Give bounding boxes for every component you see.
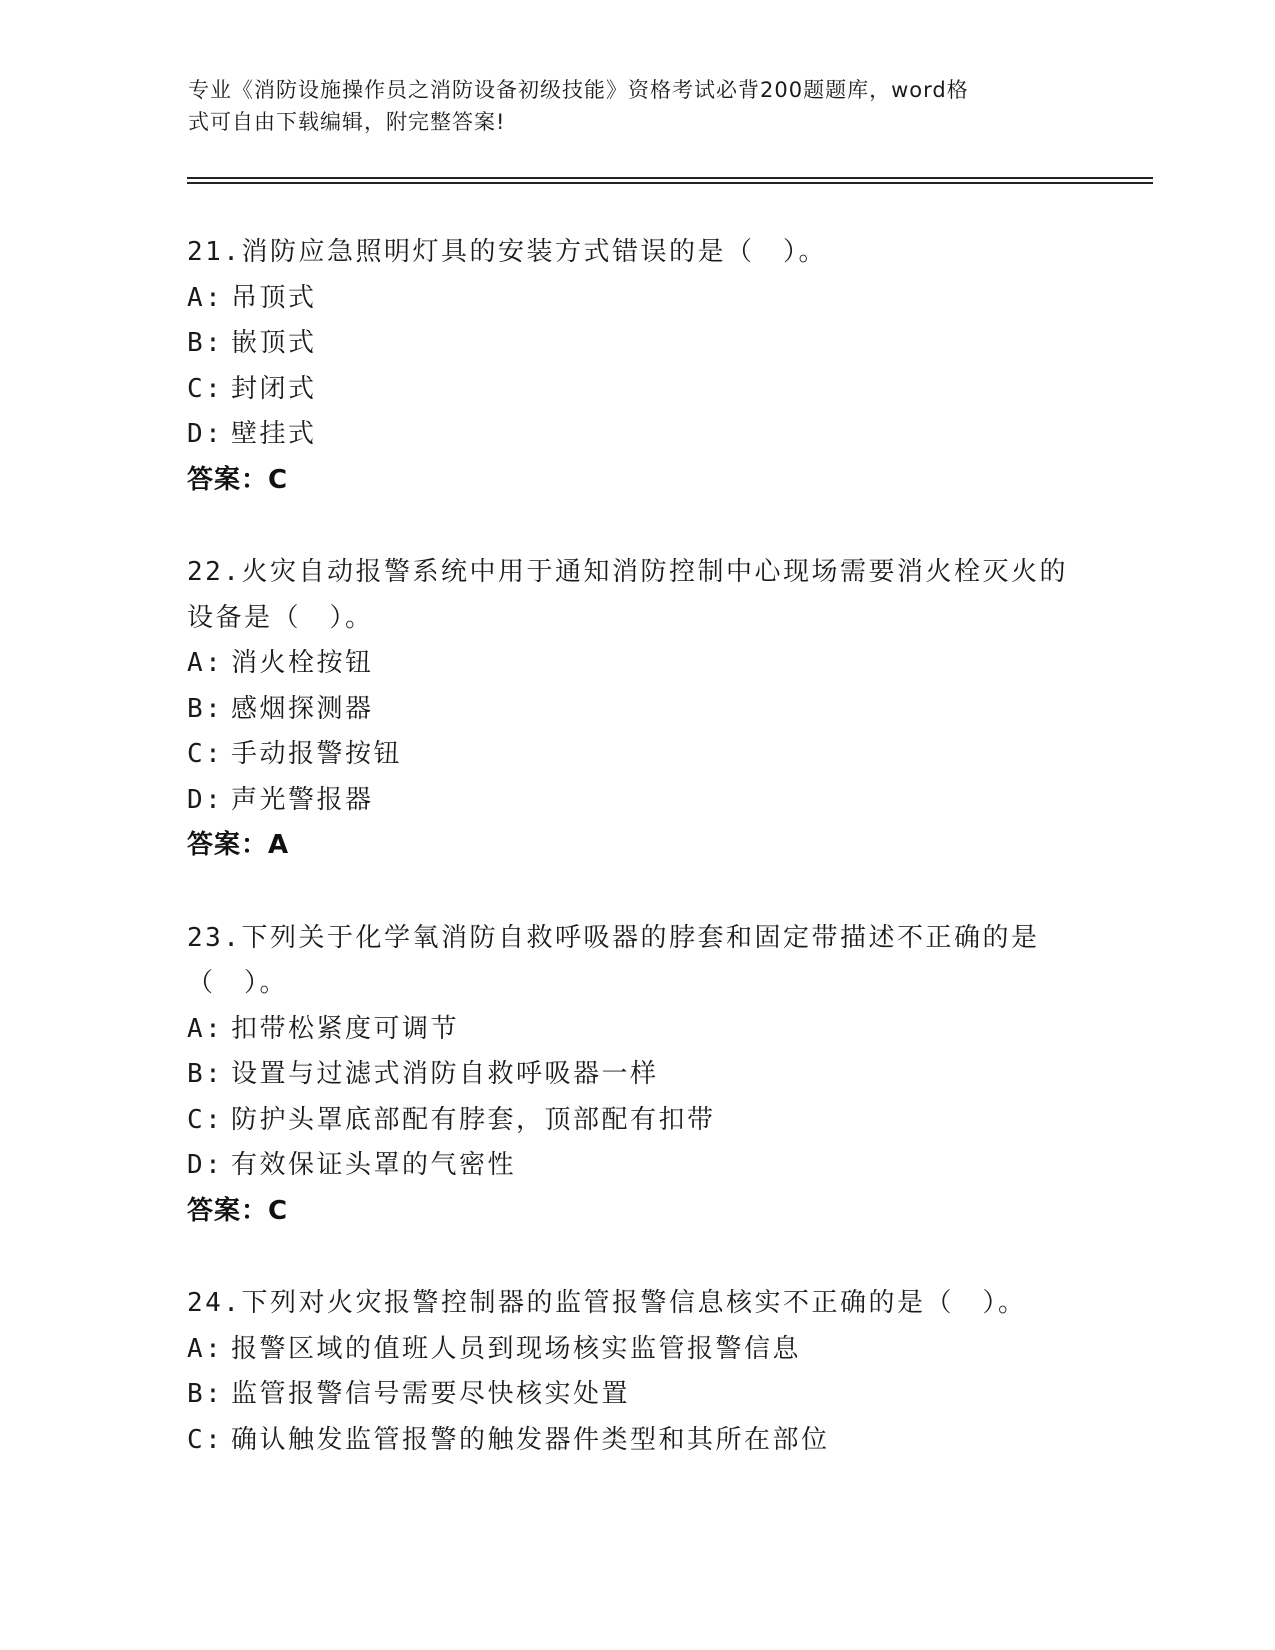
question-text: 24.下列对火灾报警控制器的监管报警信息核实不正确的是（ ）。 [187,1288,1027,1318]
option-b [187,1052,1087,1098]
option-text: 感烟探测器 [231,693,374,724]
option-text: 报警区域的值班人员到现场核实监管报警信息 [231,1333,802,1364]
option-d [187,778,1087,824]
option-letter: C: [187,373,224,404]
option-letter: D: [187,1150,224,1180]
option-b [187,687,1087,733]
question-21 [187,230,1087,503]
option-letter: B: [187,693,224,724]
option-letter: B: [187,328,224,358]
option-d [187,412,1087,458]
option-letter: C: [187,739,224,769]
option-text: 设置与过滤式消防自救呼吸器一样 [231,1059,659,1089]
option-text: 消火栓按钮 [231,648,374,678]
option-letter: C: [187,1104,224,1135]
option-letter: C: [187,1424,224,1455]
question-22 [187,550,1087,869]
option-text: 扣带松紧度可调节 [231,1013,460,1044]
option-b [187,1372,1087,1418]
option-c [187,1098,1087,1144]
question-text: 21.消防应急照明灯具的安装方式错误的是（ ）。 [187,237,827,267]
header-line-1: 专业《消防设施操作员之消防设备初级技能》资格考试必背200题题库，word格 [188,78,969,102]
question-text: 23.下列关于化学氧消防自救呼吸器的脖套和固定带描述不正确的是（ ）。 [187,922,1040,998]
option-c [187,367,1087,413]
option-a [187,1007,1087,1053]
option-letter: A: [187,282,224,313]
answer-line: 答案：A [187,830,290,860]
question-list [187,230,1087,1510]
option-c [187,732,1087,778]
option-letter: B: [187,1059,224,1089]
option-a [187,276,1087,322]
option-text: 手动报警按钮 [231,739,403,769]
question-text: 22.火灾自动报警系统中用于通知消防控制中心现场需要消火栓灭火的设备是（ ）。 [187,557,1068,633]
option-text: 嵌顶式 [231,328,317,358]
header-line-2: 式可自由下载编辑，附完整答案! [188,110,506,134]
option-a [187,1327,1087,1373]
option-b [187,321,1087,367]
option-a [187,641,1087,687]
header-divider-bottom [187,182,1153,184]
option-text: 有效保证头罩的气密性 [231,1150,517,1180]
option-letter: A: [187,1013,224,1044]
option-text: 封闭式 [231,373,317,404]
option-letter: A: [187,1333,224,1364]
option-letter: D: [187,784,224,815]
option-c [187,1418,1087,1464]
question-23 [187,916,1087,1235]
option-text: 确认触发监管报警的触发器件类型和其所在部位 [231,1424,830,1455]
option-text: 声光警报器 [231,784,374,815]
answer-line: 答案：C [187,464,289,495]
header-divider-top [187,177,1153,179]
option-d [187,1143,1087,1189]
option-letter: B: [187,1379,224,1409]
option-letter: A: [187,648,224,678]
option-text: 防护头罩底部配有脖套，顶部配有扣带 [231,1104,716,1135]
option-text: 监管报警信号需要尽快核实处置 [231,1379,631,1409]
option-text: 吊顶式 [231,282,317,313]
option-letter: D: [187,419,224,449]
document-header [188,74,1088,138]
answer-line: 答案：C [187,1195,289,1226]
option-text: 壁挂式 [231,419,317,449]
question-24 [187,1281,1087,1463]
